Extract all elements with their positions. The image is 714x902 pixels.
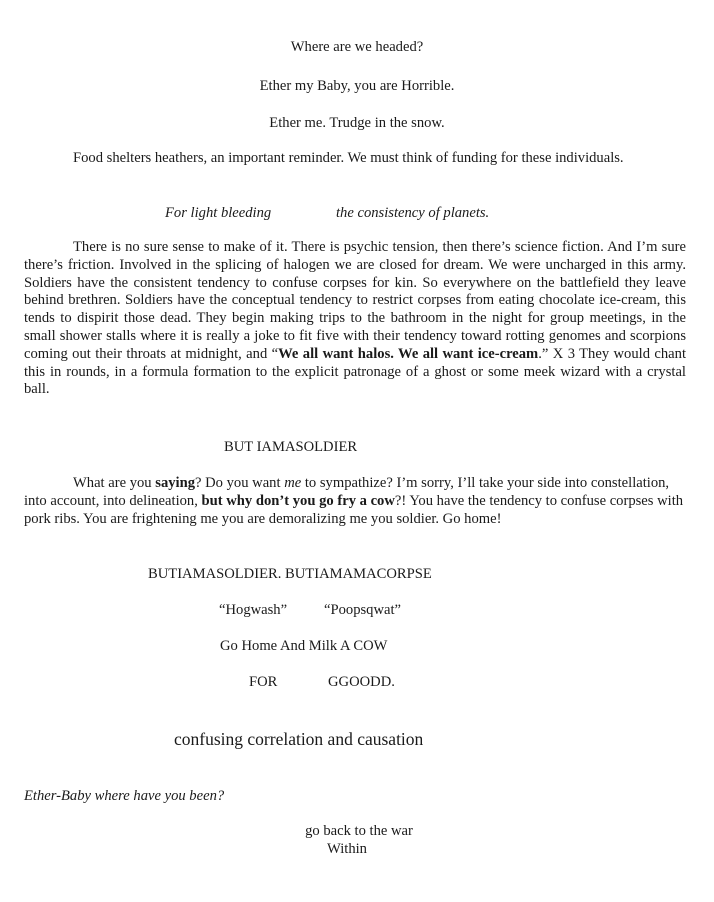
paragraph-psychic-tension bbox=[24, 239, 686, 399]
paragraph-psychic-tension-text: There is no sure sense to make of it. There is psychic tension, then there’s science fiction. And I’m sure there’s friction. Involved in the splicing of halogen we are closed for dream. We were uncharged in this army. Soldiers have the consistent tendency to confuse corpses for kin. So everywhere on the battlefield they leave behind brethren. Soldiers have the conceptual tendency to restrict corpses from eating chocolate ice-cream, this tends to dispirit those dead. They begin making trips to the bathroom in the night for group meetings, in the small shower stalls where it is really a joke to fit five with their tendency toward rotting genomes and scorpions coming out their throats at midnight, and “ bbox=[24, 239, 686, 362]
line-go-back-to-war: go back to the war bbox=[305, 823, 413, 839]
para3-text-d: ?! You have the tendency to confuse corpses with pork ribs. You are frightening me you are demoralizing me you soldier. Go home! bbox=[24, 492, 684, 527]
word-ggoodd: GGOODD. bbox=[328, 674, 395, 690]
line-ether-me: Ether me. Trudge in the snow. bbox=[269, 115, 445, 131]
line-within: Within bbox=[327, 841, 367, 857]
line-where-headed: Where are we headed? bbox=[290, 39, 424, 55]
italic-light-bleeding: For light bleeding bbox=[165, 205, 272, 221]
word-me: me bbox=[284, 475, 302, 491]
chant-halos-ice-cream: We all want halos. We all want ice-cream bbox=[278, 345, 539, 362]
paragraph-psychic-tension-tail: .” X 3 They would chant this in rounds, in a formula formation to the explicit patronage of a ghost or some meek wizard with a crystal ball. bbox=[24, 345, 687, 398]
phrase-fry-a-cow: but why don’t you go fry a cow bbox=[201, 492, 395, 509]
line-milk-a-cow: Go Home And Milk A COW bbox=[220, 638, 388, 654]
line-but-iamasoldier: BUT IAMASOLDIER bbox=[224, 439, 358, 455]
para3-text-c: to sympathize? I’m sorry, I’ll take your side into constellation, into account, into delineation, bbox=[24, 475, 670, 509]
word-saying: saying bbox=[155, 475, 196, 491]
line-ether-baby-horrible: Ether my Baby, you are Horrible. bbox=[259, 78, 455, 94]
line-butiamamacorpse: BUTIAMASOLDIER. BUTIAMAMACORPSE bbox=[148, 566, 432, 582]
word-for: FOR bbox=[249, 674, 278, 690]
paragraph-food-shelters: Food shelters heathers, an important reminder. We must think of funding for these individuals. bbox=[73, 150, 624, 166]
word-hogwash: “Hogwash” bbox=[219, 602, 288, 618]
line-ether-baby-where: Ether-Baby where have you been? bbox=[24, 788, 225, 804]
para3-text-a: What are you bbox=[73, 475, 156, 491]
para3-text-b: ? Do you want bbox=[195, 475, 285, 491]
heading-correlation-causation: confusing correlation and causation bbox=[174, 729, 424, 749]
italic-consistency-planets: the consistency of planets. bbox=[336, 205, 490, 221]
paragraph-sympathize bbox=[24, 475, 686, 528]
word-poopsqwat: “Poopsqwat” bbox=[324, 602, 402, 618]
